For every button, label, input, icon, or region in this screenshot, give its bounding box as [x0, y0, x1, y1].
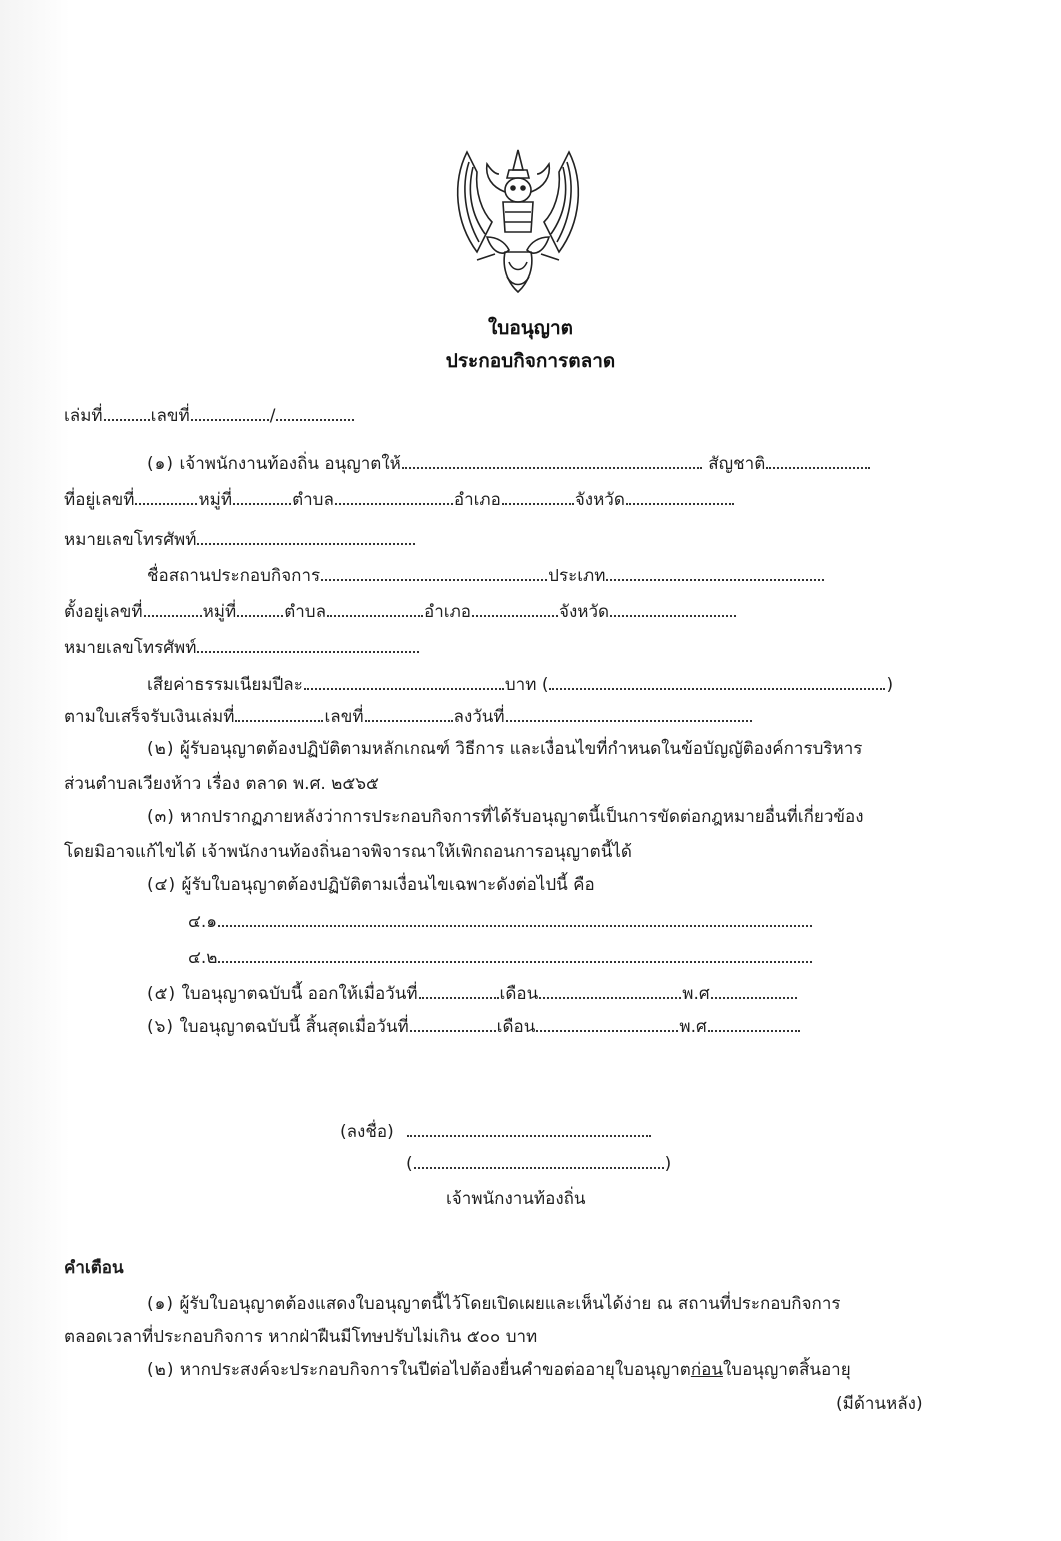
phone-label-2: หมายเลขโทรศัพท์: [64, 638, 197, 658]
business-address-number-field[interactable]: [144, 615, 202, 617]
clause1-number: (๑): [147, 454, 175, 474]
clause4-item2-field[interactable]: [218, 961, 812, 963]
receipt-line: [64, 705, 753, 729]
clause4-number: (๔): [147, 875, 177, 895]
signer-open-paren: (: [406, 1154, 413, 1174]
number-separator: /: [269, 406, 276, 426]
business-type-field[interactable]: [606, 579, 824, 581]
district-label: อำเภอ: [453, 490, 501, 510]
expiry-day-field[interactable]: [410, 1030, 496, 1032]
issue-month-field[interactable]: [539, 997, 681, 999]
nationality-label: สัญชาติ: [708, 454, 766, 474]
clause2-line1: [147, 737, 862, 761]
number-label: เลขที่: [150, 406, 190, 426]
clause1-address-line: [64, 488, 735, 512]
district-field[interactable]: [502, 503, 574, 505]
subdistrict-field[interactable]: [335, 503, 453, 505]
baht-label: บาท: [504, 675, 537, 695]
warning2-line: [147, 1358, 851, 1382]
issue-year-field[interactable]: [711, 997, 797, 999]
fee-words-field[interactable]: [549, 688, 885, 690]
licensee-name-field[interactable]: [402, 467, 702, 469]
year-field[interactable]: [276, 419, 354, 421]
subdistrict-label-2: ตำบล: [284, 602, 326, 622]
clause4-item1-label: ๔.๑: [188, 912, 218, 932]
number-field[interactable]: [191, 419, 269, 421]
book-label: เล่มที่: [64, 406, 103, 426]
clause4-item2: [188, 946, 813, 970]
clause4-line: [147, 873, 595, 897]
book-field[interactable]: [104, 419, 150, 421]
signer-name-line: [406, 1152, 671, 1176]
clause5-year-label: พ.ศ: [682, 984, 710, 1004]
clause4-text: ผู้รับใบอนุญาตต้องปฏิบัติตามเงื่อนไขเฉพาะดังต่อไปนี้ คือ: [181, 875, 595, 895]
receipt-book-field[interactable]: [235, 720, 323, 722]
continued-note: (มีด้านหลัง): [836, 1394, 923, 1414]
clause2-text-line2: ส่วนตำบลเวียงห้าว เรื่อง ตลาด พ.ศ. ๒๕๖๕: [64, 774, 379, 794]
expiry-month-field[interactable]: [536, 1030, 678, 1032]
business-province-field[interactable]: [610, 615, 736, 617]
warning1-text-line1: ผู้รับใบอนุญาตต้องแสดงใบอนุญาตนี้ไว้โดยเปิดเผยและเห็นได้ง่าย ณ สถานที่ประกอบกิจการ: [179, 1294, 841, 1314]
clause4-item2-label: ๔.๒: [188, 948, 218, 968]
business-name-field[interactable]: [321, 579, 547, 581]
warnings-heading: คำเตือน: [64, 1258, 124, 1278]
province-label: จังหวัด: [574, 490, 625, 510]
business-name-label: ชื่อสถานประกอบกิจการ: [147, 566, 321, 586]
village-field[interactable]: [233, 503, 291, 505]
garuda-emblem-icon: [447, 142, 589, 302]
type-label: ประเภท: [548, 566, 606, 586]
business-village-field[interactable]: [237, 615, 283, 617]
phone-label: หมายเลขโทรศัพท์: [64, 530, 197, 550]
nationality-field[interactable]: [766, 467, 870, 469]
business-address-line: [64, 600, 737, 624]
warning2-text-after: ใบอนุญาตสิ้นอายุ: [722, 1360, 851, 1380]
permit-to-label: อนุญาตให้: [324, 454, 401, 474]
clause5-number: (๕): [147, 984, 177, 1004]
warning2-text-before: หากประสงค์จะประกอบกิจการในปีต่อไปต้องยื่นคำขอต่ออายุใบอนุญาต: [179, 1360, 691, 1380]
clause6-line: [147, 1015, 801, 1039]
warning2-number: (๒): [147, 1360, 175, 1380]
warning2-underlined: ก่อน: [690, 1360, 723, 1380]
warning1-line2: [64, 1325, 537, 1349]
clause4-item1-field[interactable]: [218, 925, 812, 927]
province-label-2: จังหวัด: [558, 602, 610, 622]
receipt-number-label: เลขที่: [324, 707, 364, 727]
book-number-line: [64, 404, 355, 428]
clause1-line1: [147, 452, 871, 476]
signer-name-field[interactable]: [414, 1167, 664, 1169]
receipt-date-field[interactable]: [506, 720, 752, 722]
document-title: ใบอนุญาต: [488, 317, 573, 339]
signer-close-paren: ): [664, 1154, 672, 1174]
business-subdistrict-field[interactable]: [327, 615, 423, 617]
clause6-year-label: พ.ศ: [679, 1017, 707, 1037]
located-label: ตั้งอยู่เลขที่: [64, 602, 143, 622]
fee-line: [147, 673, 893, 697]
clause1-phone-line: [64, 528, 416, 552]
clause3-line1: [147, 805, 864, 829]
business-district-field[interactable]: [472, 615, 558, 617]
warning1-number: (๑): [147, 1294, 175, 1314]
address-number-field[interactable]: [135, 503, 197, 505]
fee-close-paren: ): [886, 675, 894, 695]
receipt-date-label: ลงวันที่: [453, 707, 505, 727]
subdistrict-label: ตำบล: [292, 490, 334, 510]
clause6-month-label: เดือน: [496, 1017, 536, 1037]
page-binding-shadow: [0, 0, 70, 1541]
fee-label: เสียค่าธรรมเนียมปีละ: [147, 675, 303, 695]
business-phone-line: [64, 636, 420, 660]
business-phone-field[interactable]: [197, 651, 419, 653]
clause4-item1: [188, 910, 813, 934]
document-subtitle: ประกอบกิจการตลาด: [445, 350, 616, 372]
clause2-text-line1: ผู้รับอนุญาตต้องปฏิบัติตามหลักเกณฑ์ วิธีการ และเงื่อนไขที่กำหนดในข้อบัญญัติองค์การบริหาร: [179, 739, 863, 759]
clause5-month-label: เดือน: [499, 984, 539, 1004]
clause2-number: (๒): [147, 739, 175, 759]
province-field[interactable]: [626, 503, 734, 505]
issue-day-field[interactable]: [419, 997, 499, 999]
warning1-text-line2: ตลอดเวลาที่ประกอบกิจการ หากฝ่าฝืนมีโทษปรับไม่เกิน ๕๐๐ บาท: [64, 1327, 538, 1347]
clause2-line2: [64, 772, 379, 796]
receipt-book-label: ตามใบเสร็จรับเงินเล่มที่: [64, 707, 235, 727]
fee-open-paren: (: [541, 675, 549, 695]
warning1-line1: [147, 1292, 841, 1316]
village-label: หมู่ที่: [198, 490, 233, 510]
sign-label: (ลงชื่อ): [340, 1122, 394, 1142]
clause3-number: (๓): [147, 807, 175, 827]
clause3-text-line2: โดยมิอาจแก้ไขได้ เจ้าพนักงานท้องถิ่นอาจพิจารณาให้เพิกถอนการอนุญาตนี้ได้: [64, 842, 632, 862]
clause5-line: [147, 982, 798, 1006]
expiry-year-field[interactable]: [708, 1030, 800, 1032]
signature-field[interactable]: [407, 1135, 651, 1137]
address-label: ที่อยู่เลขที่: [64, 490, 135, 510]
phone-field[interactable]: [197, 543, 415, 545]
receipt-number-field[interactable]: [365, 720, 453, 722]
clause6-number: (๖): [147, 1017, 175, 1037]
officer-text: เจ้าพนักงานท้องถิ่น: [179, 454, 320, 474]
clause5-text: ใบอนุญาตฉบับนี้ ออกให้เมื่อวันที่: [181, 984, 418, 1004]
clause6-text: ใบอนุญาตฉบับนี้ สิ้นสุดเมื่อวันที่: [179, 1017, 409, 1037]
district-label-2: อำเภอ: [424, 602, 471, 622]
clause3-line2: [64, 840, 632, 864]
clause3-text-line1: หากปรากฏภายหลังว่าการประกอบกิจการที่ได้รับอนุญาตนี้เป็นการขัดต่อกฎหมายอื่นที่เกี่ยวข้อง: [180, 807, 864, 827]
business-name-line: [147, 564, 825, 588]
village-label-2: หมู่ที่: [202, 602, 237, 622]
signature-line: [340, 1120, 652, 1144]
signer-position: เจ้าพนักงานท้องถิ่น: [446, 1189, 586, 1209]
fee-amount-field[interactable]: [304, 688, 504, 690]
